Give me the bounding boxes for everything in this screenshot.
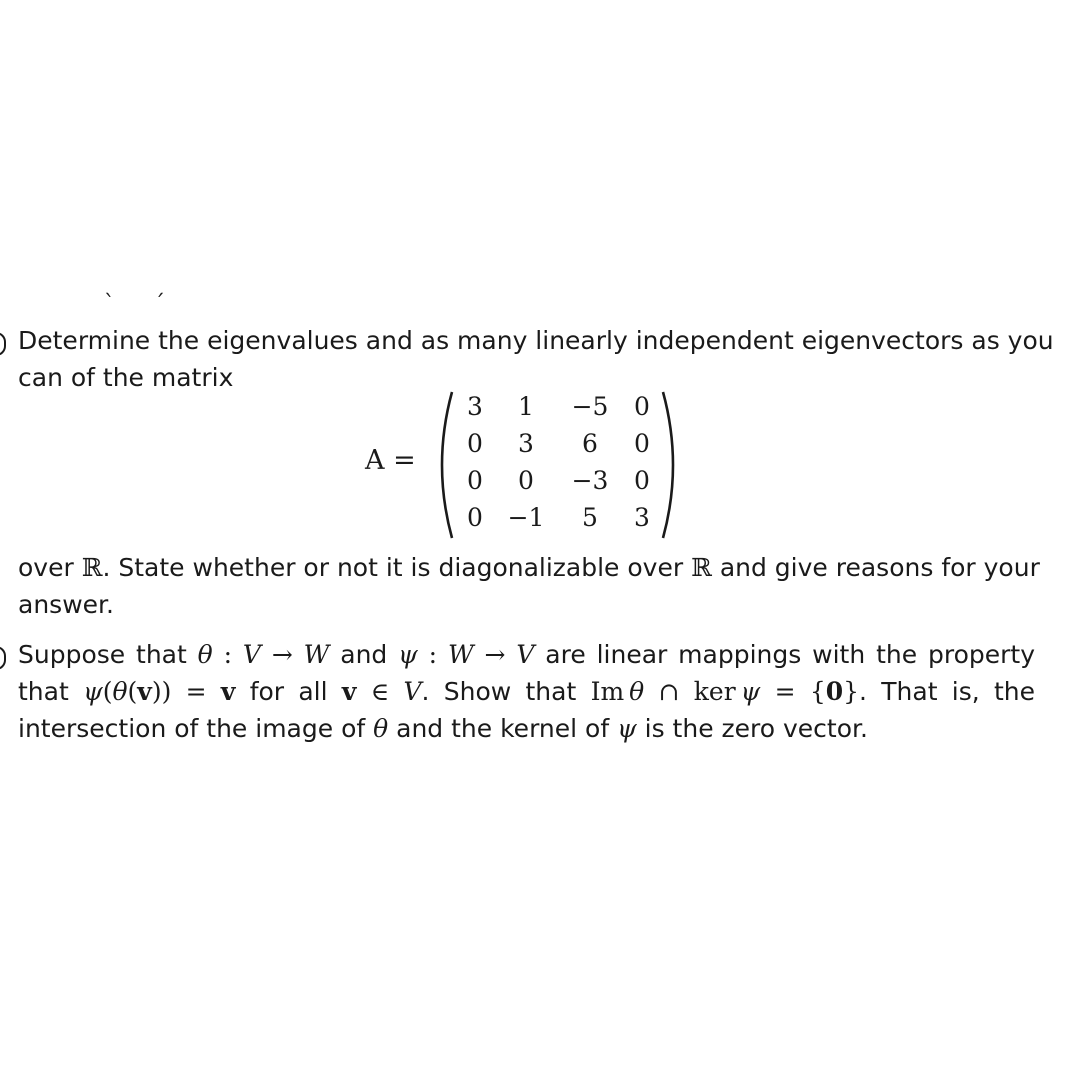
psi-symbol: ψ <box>740 677 761 706</box>
matrix-cell: −3 <box>571 466 609 495</box>
var-W: W <box>447 640 474 669</box>
text-for-all: for all <box>249 677 328 706</box>
psi-symbol: ψ <box>617 714 637 743</box>
item-marker-c <box>0 646 6 670</box>
matrix-cell: −5 <box>571 392 609 421</box>
matrix-cell: −1 <box>507 503 545 532</box>
paren: ( <box>127 677 138 706</box>
equals-sign: = <box>760 677 810 706</box>
matrix-cell: 0 <box>634 392 650 421</box>
var-W: W <box>303 640 330 669</box>
vector-v: v <box>220 677 236 706</box>
text-and: and <box>340 640 388 669</box>
reals-symbol: ℝ <box>81 553 103 582</box>
matrix-cell: 5 <box>582 503 598 532</box>
question-b-line-1: Determine the eigenvalues and as many linearly independent eigenvectors as you <box>18 326 1054 355</box>
theta-symbol: θ <box>197 640 213 669</box>
arrow: → <box>473 640 517 669</box>
matrix-cell: 3 <box>518 429 534 458</box>
equals-sign: = <box>171 677 221 706</box>
text-show-that: . Show that <box>421 677 577 706</box>
matrix-lhs: A = <box>365 445 416 476</box>
grave-accent-mark: ` <box>104 292 115 317</box>
matrix-cell: 3 <box>467 392 483 421</box>
matrix-cell: 6 <box>582 429 598 458</box>
question-c-line-2 <box>18 675 1035 709</box>
reals-symbol: ℝ <box>691 553 712 582</box>
arrow: → <box>260 640 304 669</box>
matrix-cell: 0 <box>634 466 650 495</box>
matrix-cell: 0 <box>518 466 534 495</box>
item-marker-b <box>0 332 6 356</box>
matrix-cell: 0 <box>634 429 650 458</box>
element-of-sign: ∈ <box>356 677 404 706</box>
text-intersection: intersection of the image of <box>18 714 366 743</box>
theta-symbol: θ <box>373 714 389 743</box>
matrix-cell: 0 <box>467 466 483 495</box>
zero-vector: 0 <box>825 677 844 706</box>
vector-v: v <box>341 677 357 706</box>
question-c-line-1 <box>18 638 1035 672</box>
text-suppose: Suppose that <box>18 640 187 669</box>
theta-symbol: θ <box>112 677 128 706</box>
kernel-operator: ker <box>693 677 736 706</box>
intersection-sign: ∩ <box>644 677 694 706</box>
theta-symbol: θ <box>629 677 645 706</box>
text-zero-vector: is the zero vector. <box>644 714 868 743</box>
var-V: V <box>403 677 422 706</box>
colon: : <box>212 640 243 669</box>
var-V: V <box>242 640 261 669</box>
text-that: that <box>18 677 69 706</box>
question-c-line-3 <box>18 712 1035 746</box>
matrix-cell: 0 <box>467 503 483 532</box>
vector-v: v <box>137 677 152 706</box>
text-linear-mappings: are linear mappings with the property <box>545 640 1035 669</box>
paren: ( <box>102 677 113 706</box>
matrix-equation <box>365 390 685 540</box>
text-that-is: . That is, the <box>859 677 1036 706</box>
matrix-cell: 3 <box>634 503 650 532</box>
left-brace: { <box>809 677 826 706</box>
colon: : <box>417 640 448 669</box>
matrix-cell: 1 <box>518 392 534 421</box>
question-b-line-4: answer. <box>18 590 114 619</box>
right-brace: } <box>843 677 860 706</box>
text-kernel-of: and the kernel of <box>396 714 610 743</box>
matrix-cell: 0 <box>467 429 483 458</box>
question-b-line-3 <box>18 551 1040 585</box>
var-V: V <box>516 640 535 669</box>
acute-accent-mark: ´ <box>154 292 165 317</box>
psi-symbol: ψ <box>398 640 418 669</box>
text-give-reasons: and give reasons for your <box>719 553 1040 582</box>
psi-symbol: ψ <box>83 677 103 706</box>
text-over: over <box>18 553 74 582</box>
question-b-line-2: can of the matrix <box>18 363 234 392</box>
image-operator: Im <box>590 677 625 706</box>
paren: )) <box>151 677 172 706</box>
text-state-whether: . State whether or not it is diagonalizable over <box>102 553 684 582</box>
